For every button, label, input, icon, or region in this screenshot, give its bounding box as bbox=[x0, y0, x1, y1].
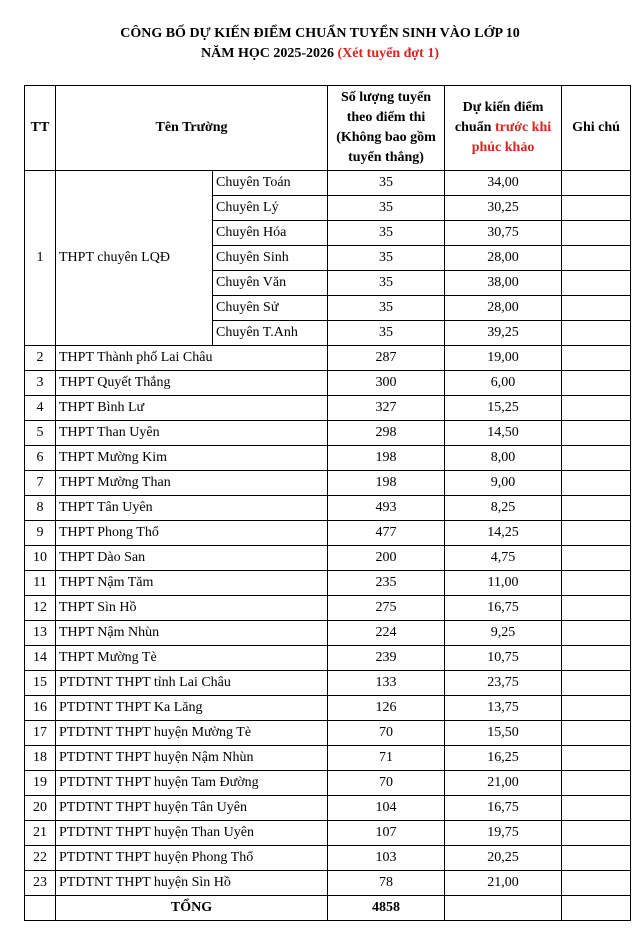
note-value bbox=[562, 396, 631, 421]
school-name: THPT Nậm Nhùn bbox=[56, 621, 328, 646]
school-name: THPT Dào San bbox=[56, 546, 328, 571]
quota-value: 35 bbox=[328, 221, 445, 246]
header-school: Tên Trường bbox=[56, 86, 328, 171]
school-name: THPT Nậm Tăm bbox=[56, 571, 328, 596]
score-value: 19,00 bbox=[445, 346, 562, 371]
row-number: 18 bbox=[25, 746, 56, 771]
note-value bbox=[562, 696, 631, 721]
row-number: 8 bbox=[25, 496, 56, 521]
note-value bbox=[562, 271, 631, 296]
school-name: PTDTNT THPT huyện Mường Tè bbox=[56, 721, 328, 746]
table-row bbox=[25, 371, 631, 396]
note-value bbox=[562, 496, 631, 521]
quota-value: 107 bbox=[328, 821, 445, 846]
note-value bbox=[562, 846, 631, 871]
note-value bbox=[562, 296, 631, 321]
score-value: 8,00 bbox=[445, 446, 562, 471]
school-name: PTDTNT THPT huyện Nậm Nhùn bbox=[56, 746, 328, 771]
table-header-row bbox=[25, 86, 631, 171]
row-number: 17 bbox=[25, 721, 56, 746]
score-value: 30,75 bbox=[445, 221, 562, 246]
quota-value: 71 bbox=[328, 746, 445, 771]
table-row bbox=[25, 471, 631, 496]
row-number: 16 bbox=[25, 696, 56, 721]
score-value: 14,50 bbox=[445, 421, 562, 446]
total-score-empty bbox=[445, 896, 562, 921]
note-value bbox=[562, 596, 631, 621]
note-value bbox=[562, 471, 631, 496]
score-value: 14,25 bbox=[445, 521, 562, 546]
school-name: PTDTNT THPT Ka Lăng bbox=[56, 696, 328, 721]
score-value: 30,25 bbox=[445, 196, 562, 221]
school-name: THPT Quyết Thắng bbox=[56, 371, 328, 396]
score-value: 9,25 bbox=[445, 621, 562, 646]
score-value: 16,75 bbox=[445, 596, 562, 621]
note-value bbox=[562, 346, 631, 371]
score-value: 39,25 bbox=[445, 321, 562, 346]
score-value: 8,25 bbox=[445, 496, 562, 521]
header-quota: Số lượng tuyển theo điểm thi (Không bao gồm tuyển thẳng) bbox=[328, 86, 445, 171]
row-number: 4 bbox=[25, 396, 56, 421]
specialized-class-name: Chuyên Sử bbox=[213, 296, 328, 321]
quota-value: 298 bbox=[328, 421, 445, 446]
specialized-class-name: Chuyên Hóa bbox=[213, 221, 328, 246]
table-row bbox=[25, 771, 631, 796]
header-score-label: Dự kiến điểm chuẩn bbox=[454, 100, 544, 135]
quota-value: 287 bbox=[328, 346, 445, 371]
school-name: PTDTNT THPT tỉnh Lai Châu bbox=[56, 671, 328, 696]
score-value: 10,75 bbox=[445, 646, 562, 671]
total-row bbox=[25, 896, 631, 921]
score-value: 15,25 bbox=[445, 396, 562, 421]
quota-value: 35 bbox=[328, 246, 445, 271]
header-tt: TT bbox=[25, 86, 56, 171]
quota-value: 126 bbox=[328, 696, 445, 721]
document-subtitle bbox=[0, 45, 640, 63]
note-value bbox=[562, 871, 631, 896]
quota-value: 35 bbox=[328, 196, 445, 221]
specialized-class-name: Chuyên Văn bbox=[213, 271, 328, 296]
score-value: 23,75 bbox=[445, 671, 562, 696]
table-row bbox=[25, 621, 631, 646]
table-row bbox=[25, 871, 631, 896]
row-number: 22 bbox=[25, 846, 56, 871]
note-value bbox=[562, 246, 631, 271]
quota-value: 198 bbox=[328, 446, 445, 471]
total-label: TỔNG bbox=[56, 896, 328, 921]
row-number: 23 bbox=[25, 871, 56, 896]
row-number: 9 bbox=[25, 521, 56, 546]
note-value bbox=[562, 321, 631, 346]
quota-value: 103 bbox=[328, 846, 445, 871]
specialized-class-name: Chuyên Sinh bbox=[213, 246, 328, 271]
header-score-note: trước khi phúc khảo bbox=[471, 120, 552, 155]
quota-value: 327 bbox=[328, 396, 445, 421]
score-value: 15,50 bbox=[445, 721, 562, 746]
score-value: 11,00 bbox=[445, 571, 562, 596]
school-name: PTDTNT THPT huyện Sìn Hồ bbox=[56, 871, 328, 896]
note-value bbox=[562, 571, 631, 596]
table-row bbox=[25, 171, 631, 196]
row-number: 2 bbox=[25, 346, 56, 371]
quota-value: 477 bbox=[328, 521, 445, 546]
quota-value: 493 bbox=[328, 496, 445, 521]
note-value bbox=[562, 621, 631, 646]
quota-value: 104 bbox=[328, 796, 445, 821]
school-name: THPT Than Uyên bbox=[56, 421, 328, 446]
school-name: THPT Sìn Hồ bbox=[56, 596, 328, 621]
score-value: 13,75 bbox=[445, 696, 562, 721]
row-number: 14 bbox=[25, 646, 56, 671]
note-value bbox=[562, 796, 631, 821]
school-name: PTDTNT THPT huyện Phong Thổ bbox=[56, 846, 328, 871]
row-number: 21 bbox=[25, 821, 56, 846]
total-quota: 4858 bbox=[328, 896, 445, 921]
school-name: PTDTNT THPT huyện Tam Đường bbox=[56, 771, 328, 796]
row-number: 6 bbox=[25, 446, 56, 471]
note-value bbox=[562, 421, 631, 446]
note-value bbox=[562, 546, 631, 571]
row-number: 15 bbox=[25, 671, 56, 696]
score-value: 28,00 bbox=[445, 296, 562, 321]
note-value bbox=[562, 371, 631, 396]
school-name: THPT Mường Kim bbox=[56, 446, 328, 471]
row-number: 10 bbox=[25, 546, 56, 571]
table-row bbox=[25, 396, 631, 421]
table-row bbox=[25, 596, 631, 621]
table-row bbox=[25, 421, 631, 446]
note-value bbox=[562, 771, 631, 796]
score-value: 6,00 bbox=[445, 371, 562, 396]
school-name: THPT Mường Than bbox=[56, 471, 328, 496]
table-row bbox=[25, 521, 631, 546]
table-row bbox=[25, 546, 631, 571]
document-title: CÔNG BỐ DỰ KIẾN ĐIỂM CHUẨN TUYỂN SINH VÀO LỚP 10 bbox=[120, 26, 520, 41]
note-value bbox=[562, 196, 631, 221]
score-value: 16,25 bbox=[445, 746, 562, 771]
quota-value: 198 bbox=[328, 471, 445, 496]
table-row bbox=[25, 571, 631, 596]
specialized-class-name: Chuyên Lý bbox=[213, 196, 328, 221]
quota-value: 35 bbox=[328, 296, 445, 321]
school-name: THPT Tân Uyên bbox=[56, 496, 328, 521]
quota-value: 133 bbox=[328, 671, 445, 696]
table-row bbox=[25, 696, 631, 721]
quota-value: 239 bbox=[328, 646, 445, 671]
row-number: 12 bbox=[25, 596, 56, 621]
quota-value: 235 bbox=[328, 571, 445, 596]
header-note: Ghi chú bbox=[562, 86, 631, 171]
table-body bbox=[25, 171, 631, 921]
score-value: 9,00 bbox=[445, 471, 562, 496]
school-name: THPT Phong Thổ bbox=[56, 521, 328, 546]
row-number: 5 bbox=[25, 421, 56, 446]
table-row bbox=[25, 446, 631, 471]
note-value bbox=[562, 671, 631, 696]
row-number: 1 bbox=[25, 171, 56, 346]
quota-value: 78 bbox=[328, 871, 445, 896]
total-empty-cell bbox=[25, 896, 56, 921]
note-value bbox=[562, 746, 631, 771]
note-value bbox=[562, 221, 631, 246]
quota-value: 35 bbox=[328, 271, 445, 296]
score-value: 16,75 bbox=[445, 796, 562, 821]
score-value: 38,00 bbox=[445, 271, 562, 296]
table-row bbox=[25, 646, 631, 671]
note-value bbox=[562, 646, 631, 671]
table-row bbox=[25, 346, 631, 371]
quota-value: 275 bbox=[328, 596, 445, 621]
note-value bbox=[562, 171, 631, 196]
table-row bbox=[25, 821, 631, 846]
subtitle-year: NĂM HỌC 2025-2026 bbox=[201, 46, 338, 61]
specialized-class-name: Chuyên Toán bbox=[213, 171, 328, 196]
quota-value: 70 bbox=[328, 771, 445, 796]
quota-value: 200 bbox=[328, 546, 445, 571]
row-number: 11 bbox=[25, 571, 56, 596]
school-name: THPT Mường Tè bbox=[56, 646, 328, 671]
note-value bbox=[562, 521, 631, 546]
admission-score-table bbox=[24, 85, 631, 921]
school-name: THPT chuyên LQĐ bbox=[56, 171, 213, 346]
score-value: 20,25 bbox=[445, 846, 562, 871]
table-row bbox=[25, 671, 631, 696]
row-number: 20 bbox=[25, 796, 56, 821]
subtitle-round: (Xét tuyển đợt 1) bbox=[337, 46, 439, 61]
note-value bbox=[562, 821, 631, 846]
school-name: THPT Bình Lư bbox=[56, 396, 328, 421]
table-row bbox=[25, 496, 631, 521]
row-number: 3 bbox=[25, 371, 56, 396]
specialized-class-name: Chuyên T.Anh bbox=[213, 321, 328, 346]
note-value bbox=[562, 446, 631, 471]
row-number: 13 bbox=[25, 621, 56, 646]
quota-value: 224 bbox=[328, 621, 445, 646]
school-name: PTDTNT THPT huyện Tân Uyên bbox=[56, 796, 328, 821]
score-value: 28,00 bbox=[445, 246, 562, 271]
score-value: 21,00 bbox=[445, 771, 562, 796]
table-row bbox=[25, 746, 631, 771]
note-value bbox=[562, 721, 631, 746]
row-number: 7 bbox=[25, 471, 56, 496]
score-value: 34,00 bbox=[445, 171, 562, 196]
quota-value: 35 bbox=[328, 321, 445, 346]
total-note-empty bbox=[562, 896, 631, 921]
school-name: THPT Thành phố Lai Châu bbox=[56, 346, 328, 371]
score-value: 19,75 bbox=[445, 821, 562, 846]
score-value: 21,00 bbox=[445, 871, 562, 896]
quota-value: 300 bbox=[328, 371, 445, 396]
school-name: PTDTNT THPT huyện Than Uyên bbox=[56, 821, 328, 846]
table-row bbox=[25, 796, 631, 821]
row-number: 19 bbox=[25, 771, 56, 796]
quota-value: 35 bbox=[328, 171, 445, 196]
header-score bbox=[445, 86, 562, 171]
table-row bbox=[25, 846, 631, 871]
quota-value: 70 bbox=[328, 721, 445, 746]
table-row bbox=[25, 721, 631, 746]
score-value: 4,75 bbox=[445, 546, 562, 571]
